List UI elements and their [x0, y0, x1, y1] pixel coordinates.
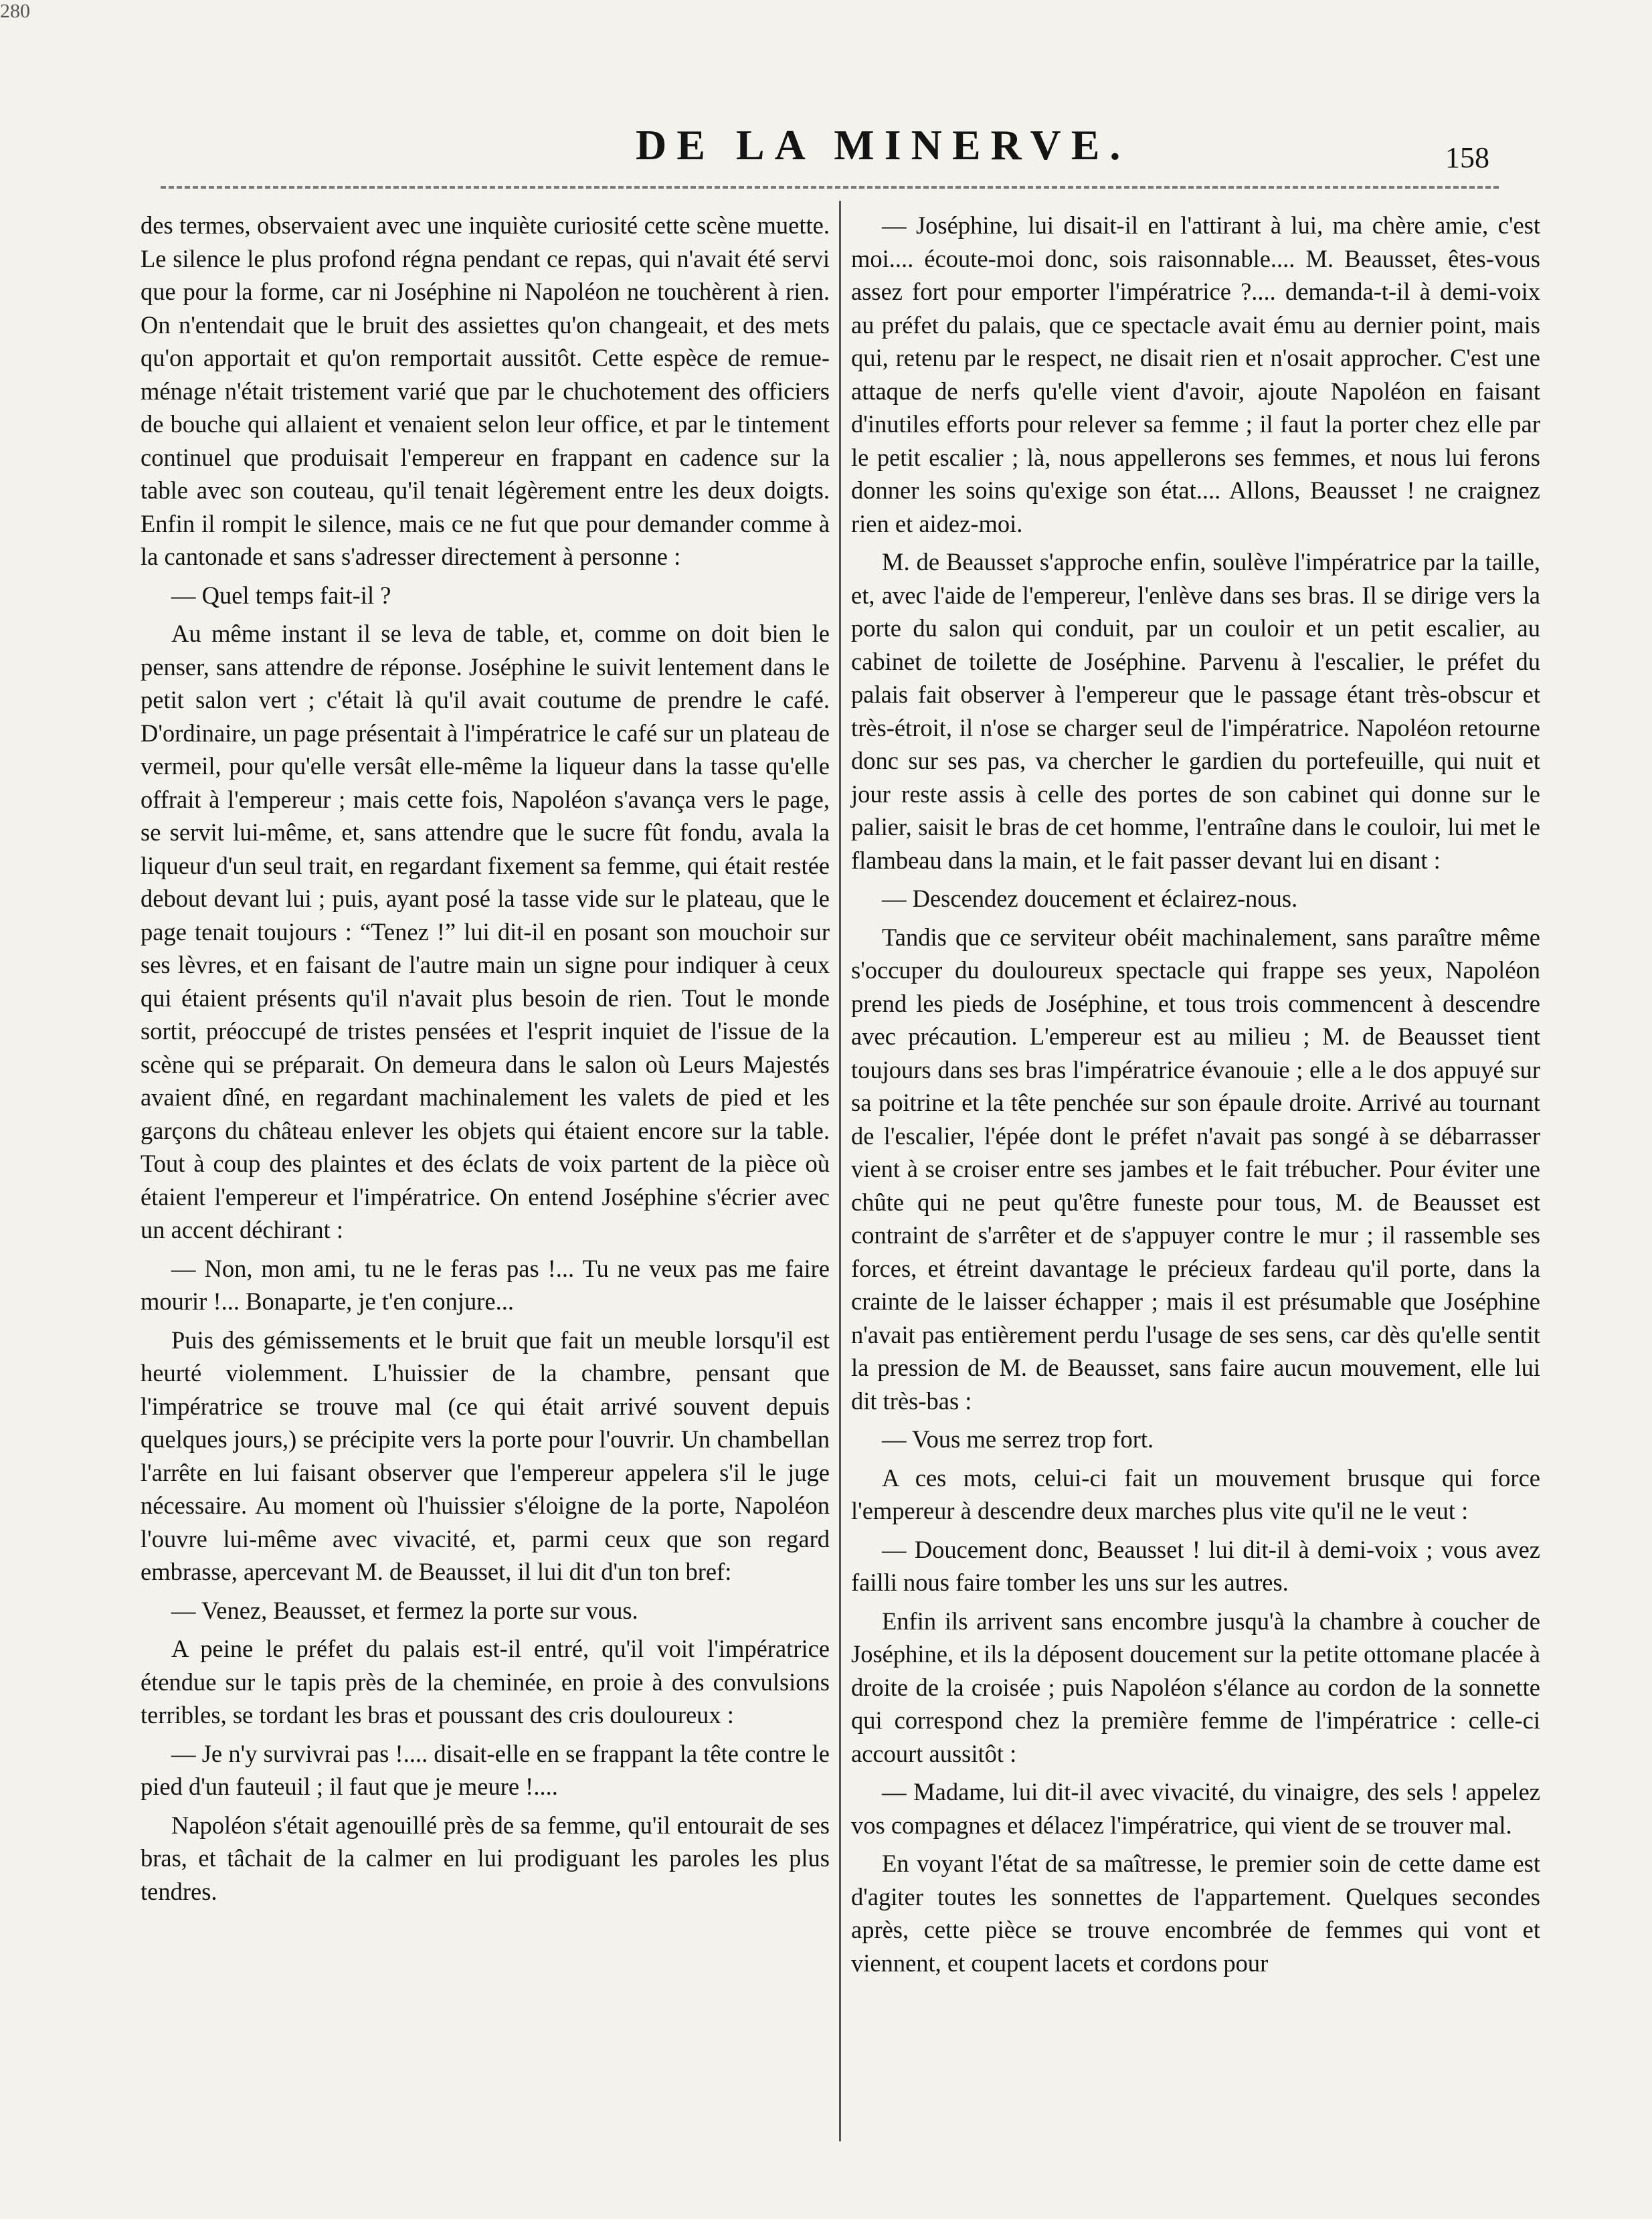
paragraph: Enfin ils arrivent sans encombre jusqu'à la chambre à coucher de Joséphine, et ils la déposent doucement sur la petite ottomane placée à droite de la croisée ; puis Napoléon s'élance au cordon de la sonnette qui correspond chez la première femme de l'impératrice : celle-ci accourt aussitôt :: [851, 1607, 1540, 1767]
dialogue-line: — Joséphine, lui disait-il en l'attirant à lui, ma chère amie, c'est moi.... écoute-moi donc, sois raisonnable.... M. Beausset, êtes-vous assez fort pour emporter l'impératrice ?.... demanda-t-il à demi-voix au préfet du palais, que ce spectacle avait ému au dernier point, mais qui, retenu par le respect, ne disait rien et n'osait approcher. C'est une attaque de nerfs qu'elle vient d'avoir, ajoute Napoléon en faisant d'inutiles efforts pour relever sa femme ; il faut la porter chez elle par le petit escalier ; là, nous appellerons ses femmes, et nous lui ferons donner les soins qu'exige son état.... Allons, Beausset ! ne craignez rien et aidez-moi.: [851, 211, 1540, 537]
paragraph: Tandis que ce serviteur obéit machinalement, sans paraître même s'occuper du douloureux spectacle qui frappe ses yeux, Napoléon prend les pieds de Joséphine, et tous trois commencent à descendre avec précaution. L'empereur est au milieu ; M. de Beausset tient toujours dans ses bras l'impératrice évanouie ; elle a le dos appuyé sur sa poitrine et la tête penchée sur son épaule droite. Arrivé au tournant de l'escalier, l'épée dont le préfet n'avait pas songé à se débarrasser vient à se croiser entre ses jambes et le fait trébucher. Pour éviter une chûte qui ne peut qu'être funeste pour tous, M. de Beausset est contraint de s'arrêter et de s'appuyer contre le mur ; il rassemble ses forces, et étreint davantage le précieux fardeau qu'il porte, dans la crainte de le laisser échapper ; mais il est présumable que Joséphine n'avait pas entièrement perdu l'usage de ses sens, car dès qu'elle sentit la pression de M. de Beausset, sans faire aucun mouvement, elle lui dit très-bas :: [851, 923, 1540, 1415]
paragraph: Puis des gémissements et le bruit que fait un meuble lorsqu'il est heurté violemment. L'huissier de la chambre, pensant que l'impératrice se trouve mal (ce qui était arrivé souvent depuis quelques jours,) se précipite vers la porte pour l'ouvrir. Un chambellan l'arrête en lui faisant observer que l'empereur appelera s'il le juge nécessaire. Au moment où l'huissier s'éloigne de la porte, Napoléon l'ouvre lui-même avec vivacité, et, parmi ceux que son regard embrasse, apercevant M. de Beausset, il lui dit d'un ton bref:: [141, 1326, 830, 1585]
dialogue-line: — Vous me serrez trop fort.: [882, 1425, 1154, 1453]
right-column: [851, 209, 1540, 1985]
paragraph: A peine le préfet du palais est-il entré, qu'il voit l'impératrice étendue sur le tapis près de la cheminée, en proie à des convulsions terribles, se tordant les bras et poussant des cris douloureux :: [141, 1635, 830, 1728]
column-divider: [839, 201, 841, 2141]
dialogue-line: — Quel temps fait-il ?: [171, 581, 391, 609]
dialogue-line: — Madame, lui dit-il avec vivacité, du vinaigre, des sels ! appelez vos compagnes et délacez l'impératrice, qui vient de se trouver mal.: [851, 1778, 1540, 1839]
paragraph: des termes, observaient avec une inquiète curiosité cette scène muette. Le silence le plus profond régna pendant ce repas, qui n'avait été servi que pour la forme, car ni Joséphine ni Napoléon ne touchèrent à rien. On n'entendait que le bruit des assiettes qu'on changeait, et des mets qu'on apportait et qu'on remportait aussitôt. Cette espèce de remue-ménage n'était tristement varié que par le chuchotement des officiers de bouche qui allaient et venaient selon leur office, et par le tintement continuel que produisait l'empereur en frappant en cadence sur la table avec son couteau, qu'il tenait légèrement entre les deux doigts. Enfin il rompit le silence, mais ce ne fut que pour demander comme à la cantonade et sans s'adresser directement à personne :: [141, 211, 830, 570]
page-header: [0, 120, 1652, 174]
corner-page-mark: 280: [0, 0, 30, 22]
page-number: 158: [1445, 141, 1489, 174]
paragraph: Napoléon s'était agenouillé près de sa femme, qu'il entourait de ses bras, et tâchait de la calmer en lui prodiguant les paroles les plus tendres.: [141, 1811, 830, 1905]
dialogue-line: — Venez, Beausset, et fermez la porte sur vous.: [171, 1596, 638, 1624]
left-column: [141, 209, 830, 1913]
dialogue-line: — Doucement donc, Beausset ! lui dit-il à demi-voix ; vous avez failli nous faire tomber les uns sur les autres.: [851, 1535, 1540, 1596]
paragraph: M. de Beausset s'approche enfin, soulève l'impératrice par la taille, et, avec l'aide de l'empereur, l'enlève dans ses bras. Il se dirige vers la porte du salon qui conduit, par un couloir et un petit escalier, au cabinet de toilette de Joséphine. Parvenu à l'escalier, le préfet du palais fait observer à l'empereur que le passage étant très-obscur et très-étroit, il n'ose se charger seul de l'impératrice. Napoléon retourne donc sur ses pas, va chercher le gardien du portefeuille, qui nuit et jour reste assis à celle des portes de son cabinet qui donne sur le palier, saisit le bras de cet homme, l'entraîne dans le couloir, lui met le flambeau dans la main, et le fait passer devant lui en disant :: [851, 548, 1540, 874]
dialogue-line: — Descendez doucement et éclairez-nous.: [882, 885, 1298, 912]
dialogue-line: — Non, mon ami, tu ne le feras pas !... Tu ne veux pas me faire mourir !... Bonaparte, je t'en conjure...: [141, 1254, 830, 1315]
paragraph: A ces mots, celui-ci fait un mouvement brusque qui force l'empereur à descendre deux marches plus vite qu'il ne le veut :: [851, 1463, 1540, 1524]
paragraph: En voyant l'état de sa maîtresse, le premier soin de cette dame est d'agiter toutes les sonnettes de l'appartement. Quelques secondes après, cette pièce se trouve encombrée de femmes qui vont et viennent, et coupent lacets et cordons pour: [851, 1850, 1540, 1977]
paragraph: Au même instant il se leva de table, et, comme on doit bien le penser, sans attendre de réponse. Joséphine le suivit lentement dans le petit salon vert ; c'était là qu'il avait coutume de prendre le café. D'ordinaire, un page présentait à l'impératrice le café sur un plateau de vermeil, pour qu'elle versât elle-même la liqueur dans la tasse qu'elle offrait à l'empereur ; mais cette fois, Napoléon s'avança vers le page, se servit lui-même, et, sans attendre que le sucre fût fondu, avala la liqueur d'un seul trait, en regardant fixement sa femme, qui était restée debout devant lui ; puis, ayant posé la tasse vide sur le plateau, que le page tenait toujours : “Tenez !” lui dit-il en posant son mouchoir sur ses lèvres, et en faisant de l'autre main un signe pour indiquer à ceux qui étaient présents qu'il n'avait plus besoin de rien. Tout le monde sortit, préoccupé de tristes pensées et l'esprit inquiet de l'issue de la scène qui se préparait. On demeura dans le salon où Leurs Majestés avaient dîné, en regardant machinalement les valets de pied et les garçons du château enlever les objets qui étaient encore sur la table. Tout à coup des plaintes et des éclats de voix partent de la pièce où étaient l'empereur et l'impératrice. On entend Joséphine s'écrier avec un accent déchirant :: [141, 620, 830, 1243]
running-title: DE LA MINERVE.: [636, 121, 1131, 169]
header-rule: [161, 186, 1499, 189]
dialogue-line: — Je n'y survivrai pas !.... disait-elle en se frappant la tête contre le pied d'un fauteuil ; il faut que je meure !....: [141, 1739, 830, 1800]
